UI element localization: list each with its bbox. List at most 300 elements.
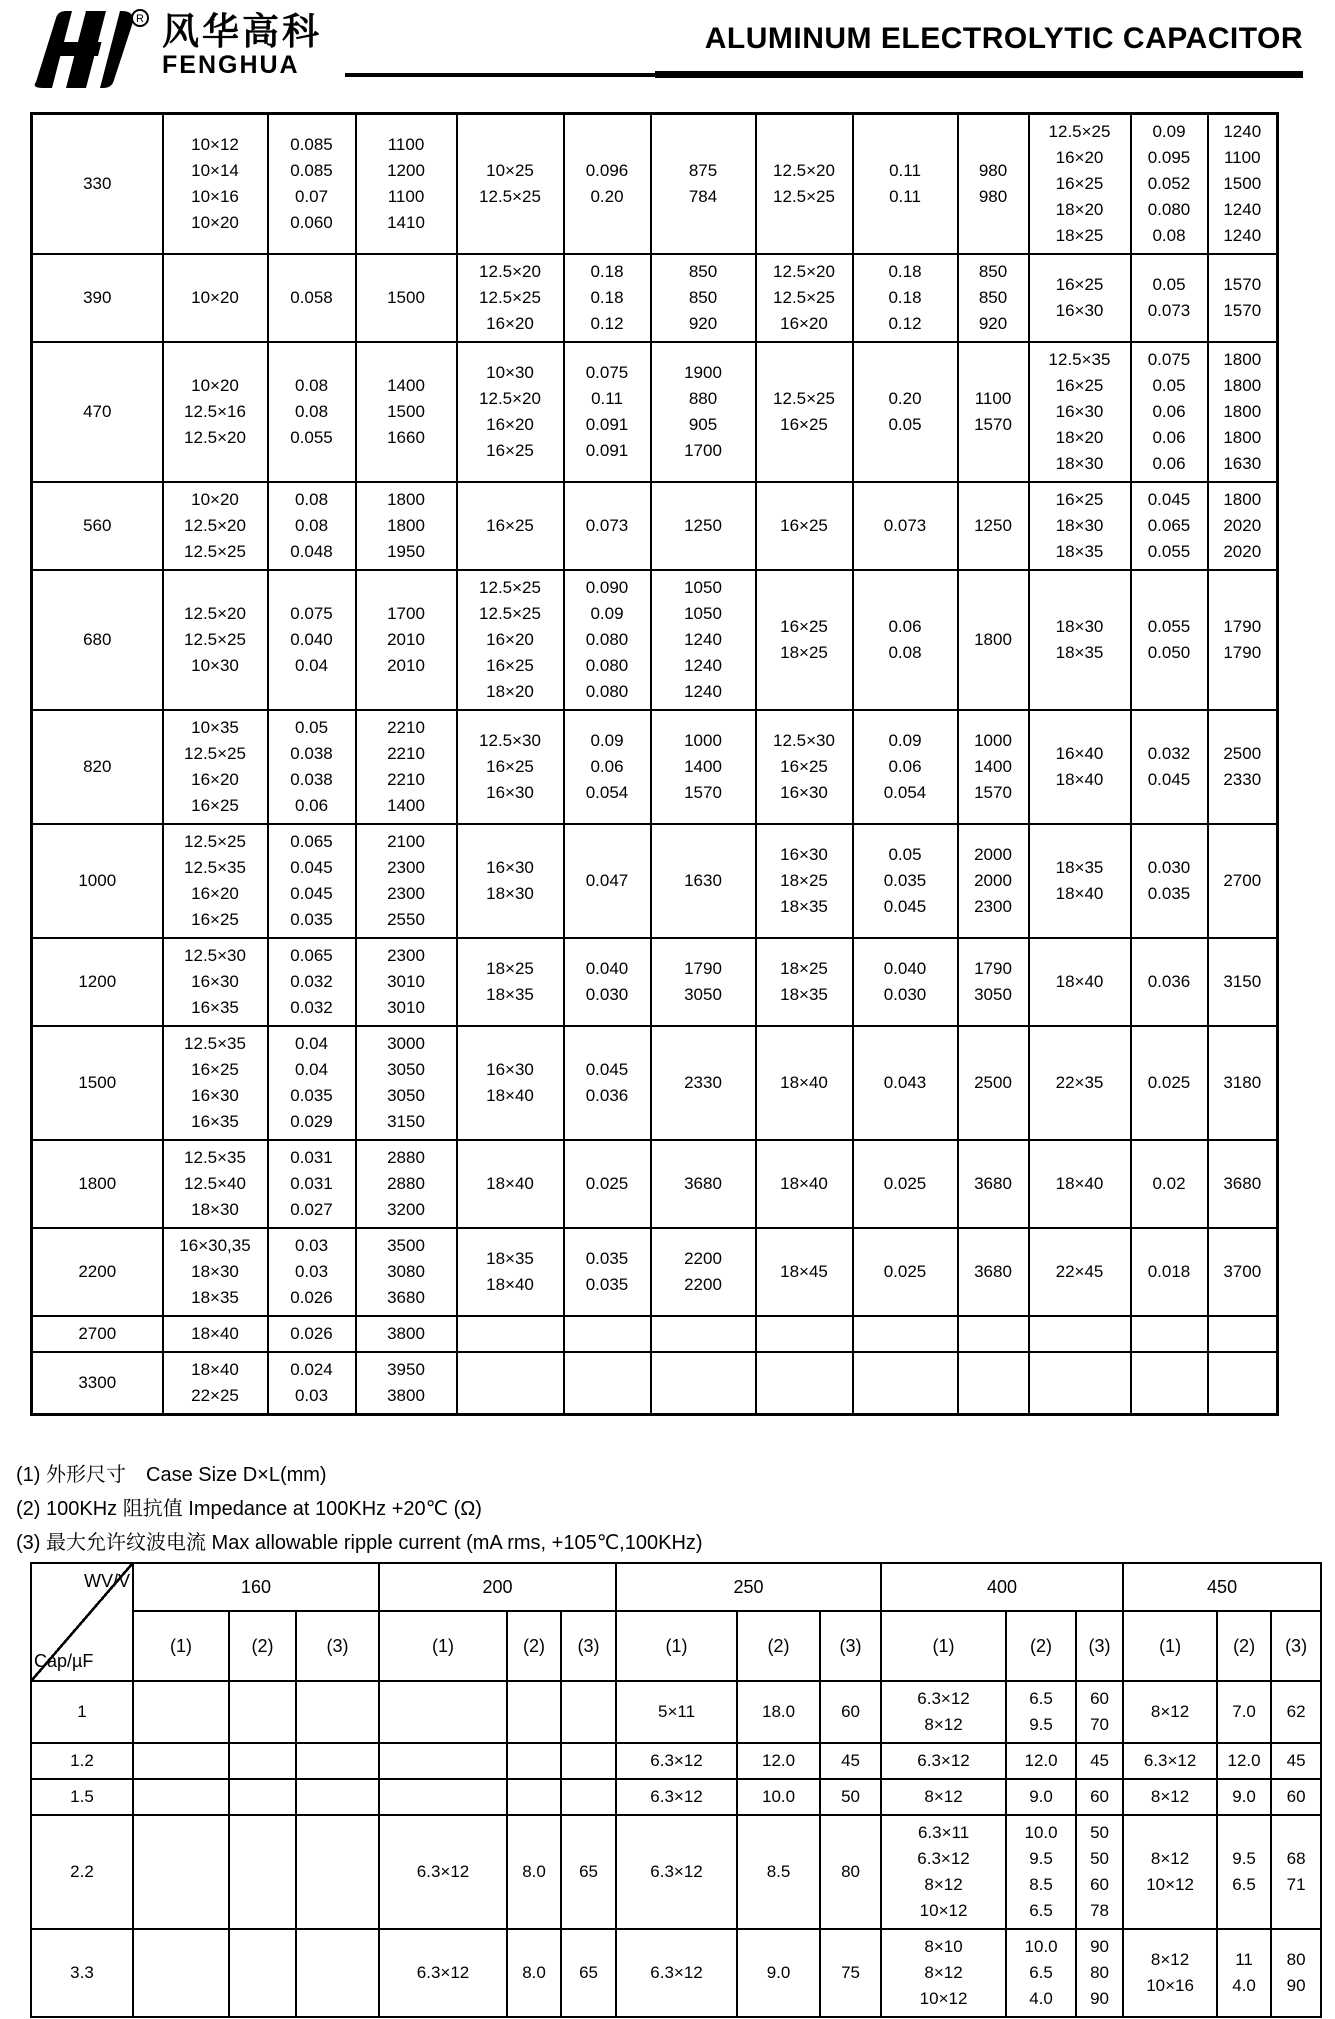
cell-line: 0.05 — [1152, 376, 1186, 395]
impedance-cell — [737, 1929, 820, 2017]
impedance-cell — [737, 1681, 820, 1743]
cell-line: 12.5×40 — [184, 1174, 246, 1193]
impedance-cell — [853, 938, 958, 1026]
cell-line: 0.045 — [1147, 770, 1191, 789]
spec-row — [32, 1026, 1278, 1140]
cell-line: 12.0 — [1227, 1751, 1261, 1770]
cell-line: 3000 — [387, 1034, 425, 1053]
cell-line: 10×14 — [191, 161, 239, 180]
cell-line: 0.026 — [290, 1288, 333, 1307]
cell-line: 0.08 — [888, 643, 922, 662]
impedance-cell — [564, 938, 651, 1026]
impedance-cell — [853, 1140, 958, 1228]
cell-line: 12.5×20 — [773, 161, 835, 180]
cell-line: 0.045 — [290, 858, 333, 877]
cell-line: 10×12 — [191, 135, 239, 154]
page-header — [0, 0, 1335, 100]
case-size-cell — [133, 1929, 229, 2017]
cell-line: 1800 — [1223, 350, 1262, 369]
impedance-cell — [229, 1815, 296, 1929]
impedance-cell — [268, 482, 356, 570]
cell-line: 18×35 — [1055, 542, 1104, 561]
impedance-cell — [268, 342, 356, 482]
cap-uf-label: Cap/µF — [34, 1651, 94, 1671]
note-impedance: (2) 100KHz 阻抗值 Impedance at 100KHz +20℃ (Ω) — [16, 1498, 482, 1520]
subcolumn-header: (3) — [820, 1611, 881, 1681]
ripple-current-cell — [1076, 1929, 1123, 2017]
cell-line: 0.085 — [290, 135, 333, 154]
cell-line: 0.075 — [585, 363, 629, 382]
case-size-cell — [756, 824, 853, 938]
cell-line: 0.04 — [294, 1060, 329, 1079]
case-size-cell — [1029, 1316, 1131, 1352]
cell-line: 0.090 — [585, 578, 629, 597]
cell-line: 12.5×25 — [479, 288, 541, 307]
cell-line: 0.03 — [294, 1236, 329, 1255]
ripple-current-cell — [1208, 254, 1278, 342]
subcolumn-header: (1) — [379, 1611, 507, 1681]
case-size-cell — [163, 570, 268, 710]
cap-value: 1000 — [32, 824, 163, 938]
cell-line: 1240 — [1223, 122, 1262, 141]
cell-line: 18×35 — [486, 1249, 534, 1268]
cell-line: 0.18 — [888, 262, 922, 281]
cap-value: 1500 — [32, 1026, 163, 1140]
cell-line: 18×30 — [191, 1262, 239, 1281]
cell-line: 0.04 — [294, 656, 329, 675]
cell-line: 0.045 — [290, 884, 333, 903]
cell-line: 0.035 — [585, 1275, 629, 1294]
cell-line: 0.20 — [888, 389, 922, 408]
impedance-cell — [564, 1352, 651, 1415]
subcolumn-header-row — [31, 1611, 1321, 1681]
cell-line: 8×12 — [924, 1715, 963, 1734]
case-size-cell — [1029, 1140, 1131, 1228]
cell-line: 90 — [1090, 1937, 1110, 1956]
cell-line: 1630 — [1223, 454, 1262, 473]
cell-line: 0.12 — [888, 314, 922, 333]
cell-line: 18×40 — [1055, 770, 1104, 789]
case-size-cell — [133, 1779, 229, 1815]
ripple-current-cell — [1208, 824, 1278, 938]
cell-line: 10×12 — [919, 1901, 968, 1920]
cell-line: 0.09 — [1152, 122, 1186, 141]
cell-line: 850 — [978, 288, 1008, 307]
ripple-current-cell — [356, 824, 457, 938]
case-size-cell — [1123, 1929, 1217, 2017]
impedance-cell — [268, 938, 356, 1026]
cell-line: 0.038 — [290, 770, 333, 789]
cell-line: 12.5×25 — [773, 187, 835, 206]
cell-line: 4.0 — [1232, 1976, 1256, 1995]
subcolumn-header: (3) — [561, 1611, 616, 1681]
cell-line: 16×30 — [780, 845, 828, 864]
cell-line: 2100 — [387, 832, 425, 851]
spec-table — [30, 112, 1279, 1416]
cell-line: 3700 — [1223, 1262, 1262, 1281]
ripple-current-cell — [651, 114, 756, 255]
cell-line: 10×20 — [191, 213, 239, 232]
cell-line: 9.0 — [766, 1963, 791, 1982]
cell-line: 0.02 — [1152, 1174, 1186, 1193]
case-size-cell — [379, 1815, 507, 1929]
cell-line: 0.05 — [1152, 275, 1186, 294]
cell-line: 18×20 — [1055, 428, 1104, 447]
cell-line: 0.096 — [585, 161, 629, 180]
cell-line: 2500 — [1223, 744, 1262, 763]
cell-line: 18×40 — [1055, 884, 1104, 903]
cell-line: 2300 — [387, 884, 425, 903]
impedance-cell — [853, 1026, 958, 1140]
cell-line: 2200 — [684, 1249, 722, 1268]
ripple-current-cell — [651, 570, 756, 710]
impedance-cell — [229, 1681, 296, 1743]
cell-line: 2210 — [387, 718, 425, 737]
cell-line: 850 — [688, 262, 718, 281]
subcolumn-header: (2) — [507, 1611, 561, 1681]
cell-line: 0.040 — [290, 630, 333, 649]
ripple-current-cell — [651, 938, 756, 1026]
cell-line: 18×20 — [486, 682, 534, 701]
cell-line: 1500 — [387, 402, 425, 421]
case-size-cell — [379, 1929, 507, 2017]
ripple-current-cell — [820, 1779, 881, 1815]
cell-line: 8×10 — [924, 1937, 963, 1956]
cap-value: 3300 — [32, 1352, 163, 1415]
wv-label: WV/V — [83, 1571, 130, 1591]
cell-line: 0.065 — [1147, 516, 1191, 535]
cell-line: 16×30 — [486, 783, 534, 802]
notes-block — [16, 1458, 1316, 1560]
cell-line: 12.5×25 — [773, 389, 835, 408]
cell-line: 16×30 — [191, 972, 239, 991]
cell-line: 0.06 — [590, 757, 624, 776]
cell-line: 6.3×12 — [650, 1862, 703, 1881]
cell-line: 0.06 — [1152, 454, 1186, 473]
cell-line: 16×25 — [780, 757, 828, 776]
cell-line: 3050 — [974, 985, 1012, 1004]
note-case-size: (1) 外形尺寸 Case Size D×L(mm) — [16, 1464, 327, 1486]
cell-line: 8.0 — [522, 1862, 546, 1881]
case-size-cell — [1029, 938, 1131, 1026]
subcolumn-header: (1) — [1123, 1611, 1217, 1681]
cell-line: 16×25 — [1055, 376, 1104, 395]
impedance-cell — [853, 254, 958, 342]
ripple-current-cell — [820, 1815, 881, 1929]
impedance-cell — [853, 342, 958, 482]
cell-line: 0.06 — [888, 757, 922, 776]
cell-line: 16×35 — [191, 998, 239, 1017]
cell-line: 18×30 — [1055, 454, 1104, 473]
ripple-current-cell — [296, 1681, 379, 1743]
impedance-cell — [737, 1743, 820, 1779]
cell-line: 8×12 — [1150, 1787, 1190, 1806]
ripple-current-cell — [651, 710, 756, 824]
ripple-current-cell — [1208, 938, 1278, 1026]
impedance-cell — [1006, 1815, 1076, 1929]
cell-line: 1790 — [1223, 643, 1262, 662]
cell-line: 16×25 — [486, 757, 534, 776]
cell-line: 1250 — [974, 516, 1012, 535]
case-size-cell — [1029, 342, 1131, 482]
cap-value: 2.2 — [31, 1815, 133, 1929]
cell-line: 9.5 — [1232, 1849, 1256, 1868]
cell-line: 0.035 — [1147, 884, 1191, 903]
cell-line: 80 — [1090, 1963, 1110, 1982]
cap-value: 1 — [31, 1681, 133, 1743]
cell-line: 2880 — [387, 1174, 425, 1193]
cell-line: 1240 — [684, 656, 722, 675]
cap-value: 560 — [32, 482, 163, 570]
cell-line: 880 — [688, 389, 718, 408]
cell-line: 8×12 — [924, 1875, 963, 1894]
cell-line: 12.5×20 — [184, 428, 246, 447]
ripple-current-cell — [356, 938, 457, 1026]
impedance-cell — [268, 824, 356, 938]
header-rule-thin — [345, 73, 675, 77]
cell-line: 16×25 — [1055, 275, 1104, 294]
cell-line: 16×30 — [780, 783, 828, 802]
impedance-cell — [564, 482, 651, 570]
cell-line: 12.5×25 — [184, 744, 246, 763]
case-size-cell — [616, 1815, 737, 1929]
cell-line: 1050 — [684, 604, 722, 623]
case-size-cell — [163, 710, 268, 824]
header-rule-thick — [655, 71, 1303, 78]
cell-line: 0.045 — [883, 897, 927, 916]
ripple-current-cell — [356, 342, 457, 482]
impedance-cell — [564, 1140, 651, 1228]
cell-line: 10×20 — [191, 376, 239, 395]
cell-line: 18×40 — [780, 1174, 828, 1193]
cell-line: 0.045 — [1147, 490, 1191, 509]
impedance-cell — [268, 1316, 356, 1352]
cell-line: 60 — [841, 1702, 860, 1721]
case-size-cell — [756, 482, 853, 570]
cell-line: 875 — [688, 161, 718, 180]
ripple-current-cell — [1271, 1929, 1321, 2017]
cell-line: 0.18 — [888, 288, 922, 307]
cell-line: 18×40 — [191, 1324, 239, 1343]
cell-line: 980 — [978, 187, 1008, 206]
cell-line: 16×30,35 — [179, 1236, 251, 1255]
cell-line: 8.5 — [766, 1862, 791, 1881]
case-size-cell — [379, 1743, 507, 1779]
cell-line: 18×45 — [780, 1262, 828, 1281]
impedance-cell — [737, 1815, 820, 1929]
impedance-cell — [1217, 1929, 1271, 2017]
case-size-cell — [756, 1228, 853, 1316]
cell-line: 0.043 — [883, 1073, 927, 1092]
cell-line: 1800 — [387, 516, 425, 535]
ripple-current-cell — [356, 1026, 457, 1140]
impedance-cell — [737, 1779, 820, 1815]
cell-line: 18×40 — [486, 1086, 534, 1105]
cell-line: 75 — [841, 1963, 860, 1982]
case-size-cell — [756, 1026, 853, 1140]
cell-line: 22×35 — [1055, 1073, 1104, 1092]
cell-line: 10×20 — [191, 288, 239, 307]
case-size-cell — [457, 710, 564, 824]
cell-line: 1790 — [1223, 617, 1262, 636]
spec-row — [32, 570, 1278, 710]
cell-line: 18×35 — [486, 985, 534, 1004]
impedance-cell — [853, 1228, 958, 1316]
impedance-cell — [853, 824, 958, 938]
ripple-table — [30, 1562, 1322, 2018]
cell-line: 12.5×25 — [184, 832, 246, 851]
impedance-cell — [1131, 1228, 1208, 1316]
cell-line: 18×30 — [1055, 516, 1104, 535]
cell-line: 18×35 — [191, 1288, 239, 1307]
cell-line: 0.045 — [585, 1060, 629, 1079]
impedance-cell — [1217, 1681, 1271, 1743]
cell-line: 16×25 — [486, 441, 534, 460]
cap-value: 390 — [32, 254, 163, 342]
page-title: ALUMINUM ELECTROLYTIC CAPACITOR — [704, 22, 1303, 55]
impedance-cell — [507, 1681, 561, 1743]
cell-line: 3150 — [387, 1112, 425, 1131]
cell-line: 12.5×20 — [479, 262, 541, 281]
cell-line: 0.05 — [294, 718, 329, 737]
case-size-cell — [756, 1316, 853, 1352]
cell-line: 12.5×20 — [184, 604, 246, 623]
cell-line: 3680 — [974, 1174, 1012, 1193]
cell-line: 3010 — [387, 972, 425, 991]
cell-line: 78 — [1090, 1901, 1110, 1920]
case-size-cell — [756, 938, 853, 1026]
corner-header — [31, 1563, 133, 1681]
cell-line: 0.04 — [294, 1034, 329, 1053]
cell-line: 68 — [1286, 1849, 1306, 1868]
cell-line: 0.032 — [1147, 744, 1191, 763]
case-size-cell — [163, 1026, 268, 1140]
cell-line: 0.06 — [888, 617, 922, 636]
cell-line: 0.027 — [290, 1200, 333, 1219]
cell-line: 0.095 — [1147, 148, 1191, 167]
impedance-cell — [853, 1316, 958, 1352]
cell-line: 16×25 — [780, 516, 828, 535]
impedance-cell — [229, 1743, 296, 1779]
cell-line: 2300 — [974, 897, 1012, 916]
cell-line: 3680 — [684, 1174, 722, 1193]
cell-line: 16×20 — [1055, 148, 1104, 167]
case-size-cell — [457, 824, 564, 938]
ripple-current-cell — [651, 482, 756, 570]
cell-line: 1800 — [1223, 376, 1262, 395]
impedance-cell — [268, 1228, 356, 1316]
cell-line: 0.035 — [585, 1249, 629, 1268]
ripple-current-cell — [958, 710, 1029, 824]
ripple-current-cell — [296, 1815, 379, 1929]
cell-line: 850 — [688, 288, 718, 307]
cell-line: 0.073 — [1147, 301, 1191, 320]
cell-line: 0.05 — [888, 845, 922, 864]
ripple-current-cell — [651, 1140, 756, 1228]
cell-line: 2020 — [1223, 542, 1262, 561]
cell-line: 16×25 — [1055, 174, 1104, 193]
subcolumn-header: (2) — [229, 1611, 296, 1681]
cell-line: 16×25 — [191, 1060, 239, 1079]
cell-line: 0.03 — [294, 1262, 329, 1281]
ripple-current-cell — [1076, 1681, 1123, 1743]
cell-line: 3500 — [387, 1236, 425, 1255]
cell-line: 10×12 — [919, 1989, 968, 2008]
cell-line: 9.0 — [1029, 1787, 1053, 1806]
cell-line: 0.03 — [294, 1386, 329, 1405]
cell-line: 1050 — [684, 578, 722, 597]
case-size-cell — [616, 1681, 737, 1743]
spec-row — [32, 482, 1278, 570]
cell-line: 3200 — [387, 1200, 425, 1219]
impedance-cell — [853, 1352, 958, 1415]
impedance-cell — [268, 114, 356, 255]
cell-line: 12.5×25 — [479, 604, 541, 623]
cell-line: 18×40 — [1055, 972, 1104, 991]
cell-line: 22×25 — [191, 1386, 239, 1405]
cell-line: 16×20 — [486, 314, 534, 333]
case-size-cell — [756, 710, 853, 824]
cell-line: 12.5×25 — [773, 288, 835, 307]
impedance-cell — [1131, 482, 1208, 570]
cell-line: 18×35 — [780, 985, 828, 1004]
note-ripple-current: (3) 最大允许纹波电流 Max allowable ripple current (mA rms, +105℃,100KHz) — [16, 1532, 703, 1554]
cell-line: 1000 — [684, 731, 722, 750]
cell-line: 0.035 — [883, 871, 927, 890]
cell-line: 0.025 — [883, 1174, 927, 1193]
cap-value: 2200 — [32, 1228, 163, 1316]
registered-mark: R — [136, 13, 144, 25]
case-size-cell — [379, 1779, 507, 1815]
cell-line: 2000 — [974, 845, 1012, 864]
ripple-current-cell — [958, 114, 1029, 255]
cell-line: 18×40 — [191, 1360, 239, 1379]
case-size-cell — [1123, 1779, 1217, 1815]
case-size-cell — [1029, 1026, 1131, 1140]
cell-line: 0.075 — [1147, 350, 1191, 369]
cell-line: 16×25 — [780, 617, 828, 636]
cell-line: 18×20 — [1055, 200, 1104, 219]
cell-line: 2330 — [1223, 770, 1262, 789]
cell-line: 11 — [1235, 1950, 1253, 1969]
cell-line: 1800 — [1223, 490, 1262, 509]
cell-line: 0.12 — [590, 314, 624, 333]
impedance-cell — [507, 1815, 561, 1929]
cell-line: 10×35 — [191, 718, 239, 737]
case-size-cell — [756, 570, 853, 710]
ripple-current-cell — [1208, 710, 1278, 824]
cell-line: 0.08 — [294, 490, 329, 509]
cell-line: 2010 — [387, 656, 425, 675]
ripple-current-cell — [1076, 1779, 1123, 1815]
case-size-cell — [457, 1140, 564, 1228]
subcolumn-header: (1) — [616, 1611, 737, 1681]
cell-line: 60 — [1286, 1787, 1306, 1806]
impedance-cell — [1217, 1779, 1271, 1815]
cell-line: 8×12 — [1150, 1849, 1190, 1868]
cell-line: 0.055 — [1147, 542, 1191, 561]
cell-line: 16×30 — [486, 1060, 534, 1079]
cell-line: 0.11 — [889, 187, 921, 206]
case-size-cell — [881, 1779, 1006, 1815]
cell-line: 16×25 — [191, 796, 239, 815]
brand-chinese: 风华高科 — [162, 11, 322, 52]
cell-line: 45 — [1286, 1751, 1306, 1770]
cell-line: 12.5×20 — [184, 516, 246, 535]
impedance-cell — [268, 1352, 356, 1415]
cell-line: 2010 — [387, 630, 425, 649]
cell-line: 90 — [1286, 1976, 1306, 1995]
